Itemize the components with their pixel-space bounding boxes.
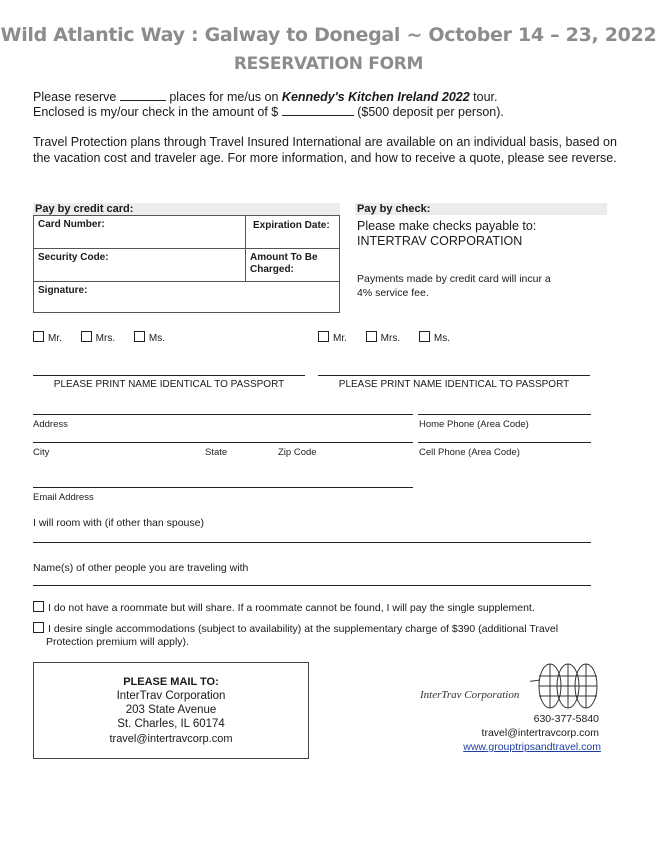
reserve-text-2: places for me/us on: [169, 90, 279, 104]
expiration-date-field[interactable]: Expiration Date:: [253, 220, 330, 231]
share-option[interactable]: [33, 601, 613, 615]
cell-phone-label: Cell Phone (Area Code): [419, 447, 520, 458]
check-payee: INTERTRAV CORPORATION: [357, 234, 523, 248]
card-fee-note: Payments made by credit card will incur a 4% service fee.: [357, 273, 551, 299]
mail-email: travel@intertravcorp.com: [109, 733, 233, 745]
company-website-link[interactable]: www.grouptripsandtravel.com: [463, 741, 601, 753]
reserve-text-3: tour.: [473, 90, 498, 104]
state-label: State: [205, 447, 228, 458]
check-payable-text: Please make checks payable to:: [357, 219, 537, 233]
salutation-label: Mrs.: [380, 333, 401, 344]
mail-street: 203 State Avenue: [125, 704, 217, 716]
amount-charged-field[interactable]: Amount To Be Charged:: [250, 252, 318, 275]
salutation-ms[interactable]: [134, 333, 173, 344]
checkbox-icon[interactable]: [419, 331, 430, 342]
globe-logo-icon: [530, 660, 605, 710]
other-travelers-label: Name(s) of other people you are traveling with: [33, 562, 249, 574]
reserve-line: [33, 89, 633, 105]
checkbox-icon[interactable]: [33, 622, 44, 633]
salutation-label: Ms.: [433, 333, 451, 344]
city-label: City: [33, 447, 50, 458]
amount-text: Enclosed is my/our check in the amount of $: [33, 105, 279, 119]
checkbox-icon[interactable]: [33, 331, 44, 342]
home-phone-label: Home Phone (Area Code): [419, 419, 529, 430]
address-line[interactable]: [33, 414, 413, 415]
security-code-field[interactable]: Security Code:: [38, 252, 109, 263]
single-option-text: I desire single accommodations (subject to availability) at the supplementary charge of $390 (additional Travel Protection premium will apply).: [46, 623, 559, 648]
mail-city: St. Charles, IL 60174: [117, 718, 225, 730]
credit-card-heading: Pay by credit card:: [33, 203, 340, 215]
card-row-divider: [33, 248, 340, 249]
mail-company: InterTrav Corporation: [116, 690, 226, 702]
name-label-2: PLEASE PRINT NAME IDENTICAL TO PASSPORT: [338, 379, 570, 390]
checkbox-icon[interactable]: [33, 601, 44, 612]
check-heading: Pay by check:: [355, 203, 607, 215]
checkbox-icon[interactable]: [134, 331, 145, 342]
salutation-mrs-2[interactable]: [366, 333, 408, 344]
travel-protection-text: Travel Protection plans through Travel Insured International are available on an individual basis, based on the vacation cost and traveler age. For more information, and how to receive a quote, please see reverse.: [33, 135, 617, 165]
checkbox-icon[interactable]: [318, 331, 329, 342]
email-label: Email Address: [33, 492, 94, 503]
tour-name: Kennedy's Kitchen Ireland 2022: [281, 90, 470, 104]
address-label: Address: [33, 419, 68, 430]
reserve-text: Please reserve: [33, 90, 117, 104]
checkbox-icon[interactable]: [366, 331, 377, 342]
salutation-label: Mrs.: [95, 333, 116, 344]
other-travelers-line[interactable]: [33, 585, 591, 586]
single-option[interactable]: [33, 622, 606, 649]
salutation-group-2: [318, 331, 466, 344]
share-option-text: I do not have a roommate but will share. If a roommate cannot be found, I will pay the single supplement.: [48, 602, 535, 614]
zip-label: Zip Code: [278, 447, 317, 458]
salutation-mr-2[interactable]: [318, 333, 355, 344]
check-amount-line: [33, 104, 633, 120]
company-logo-text: InterTrav Corporation: [420, 689, 520, 701]
name-label-1: PLEASE PRINT NAME IDENTICAL TO PASSPORT: [53, 379, 285, 390]
card-number-field[interactable]: Card Number:: [38, 219, 105, 230]
salutation-label: Mr.: [333, 333, 347, 344]
room-with-line[interactable]: [33, 542, 591, 543]
salutation-mrs[interactable]: [81, 333, 123, 344]
signature-field[interactable]: Signature:: [38, 285, 88, 296]
places-blank[interactable]: [120, 89, 166, 101]
traveler-1-name-line[interactable]: [33, 375, 305, 376]
email-line[interactable]: [33, 487, 413, 488]
home-phone-line[interactable]: [418, 414, 591, 415]
form-subtitle: RESERVATION FORM: [233, 54, 424, 74]
cell-phone-line[interactable]: [418, 442, 591, 443]
salutation-ms-2[interactable]: [419, 333, 458, 344]
salutation-label: Mr.: [48, 333, 62, 344]
checkbox-icon[interactable]: [81, 331, 92, 342]
page-title: Wild Atlantic Way : Galway to Donegal ~ October 14 – 23, 2022: [0, 24, 657, 46]
deposit-text: ($500 deposit per person).: [357, 105, 504, 119]
mail-to-heading: PLEASE MAIL TO:: [123, 676, 219, 688]
company-phone: 630-377-5840: [533, 713, 599, 725]
amount-blank[interactable]: [282, 104, 354, 116]
company-website-container: [420, 741, 601, 753]
salutation-label: Ms.: [148, 333, 166, 344]
card-row-divider-2: [33, 281, 340, 282]
traveler-2-name-line[interactable]: [318, 375, 590, 376]
salutation-mr[interactable]: [33, 333, 70, 344]
company-email[interactable]: travel@intertravcorp.com: [481, 727, 599, 739]
city-state-zip-line[interactable]: [33, 442, 413, 443]
room-with-label: I will room with (if other than spouse): [33, 517, 204, 529]
salutation-group-1: [33, 331, 181, 344]
